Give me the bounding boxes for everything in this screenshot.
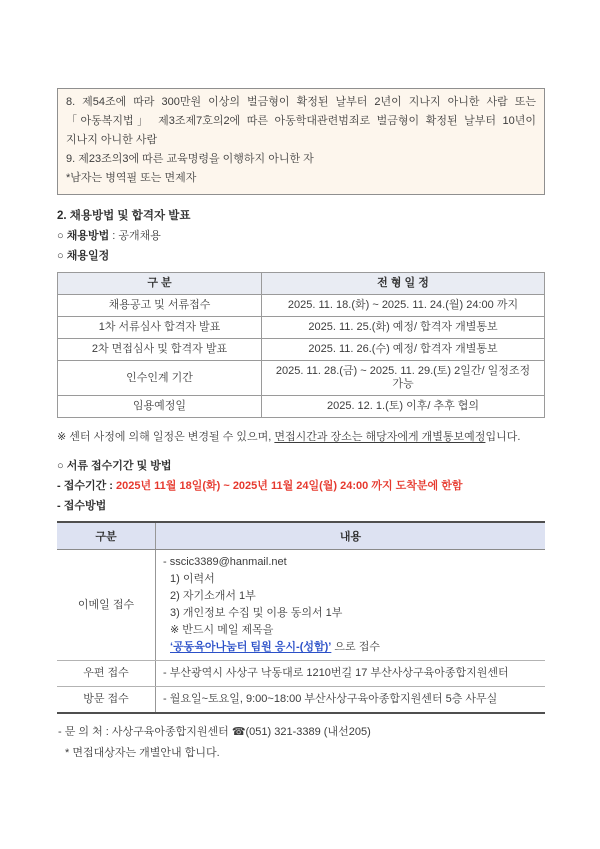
notice-line-8: 8. 제54조에 따라 300만원 이상의 벌금형이 확정된 날부터 2년이 지나지 아니한 사람 또는 「아동복지법」 제3조제7호의2에 따른 아동학대관련범죄로 벌금형이 확정된 날부터 10년이 지나지 아니한 사람 bbox=[66, 96, 536, 146]
apply-header-category: 구분 bbox=[57, 522, 156, 550]
notice-line-military: *남자는 병역필 또는 면제자 bbox=[66, 172, 197, 184]
recruit-method-label: ○ 채용방법 bbox=[57, 230, 110, 242]
disqualification-notice-box bbox=[57, 88, 545, 195]
schedule-value: 2025. 11. 25.(화) 예정/ 합격자 개별통보 bbox=[262, 317, 545, 339]
schedule-value: 2025. 11. 18.(화) ~ 2025. 11. 24.(월) 24:00 까지 bbox=[262, 295, 545, 317]
apply-period-value: 2025년 11월 18일(화) ~ 2025년 11월 24일(월) 24:00 까지 도착분에 한함 bbox=[116, 480, 463, 492]
note-underlined: 면접시간과 장소는 해당자에게 개별통보예정 bbox=[274, 431, 486, 443]
apply-method-label: - 접수방법 bbox=[57, 500, 107, 512]
apply-content-email bbox=[156, 550, 546, 661]
section-heading-recruit-method: 2. 채용방법 및 합격자 발표 bbox=[57, 210, 191, 222]
table-row bbox=[58, 361, 545, 396]
email-subject-note: ※ 반드시 메일 제목을 bbox=[170, 624, 274, 636]
recruit-method-value: : 공개채용 bbox=[109, 230, 161, 242]
schedule-category: 채용공고 및 서류접수 bbox=[58, 295, 262, 317]
note-prefix: ※ 센터 사정에 의해 일정은 변경될 수 있으며, bbox=[57, 431, 275, 443]
apply-category-post: 우편 접수 bbox=[57, 661, 156, 687]
apply-category-email: 이메일 접수 bbox=[57, 550, 156, 661]
apply-period-label: - 접수기간 : bbox=[57, 480, 116, 492]
schedule-header-dates: 전 형 일 정 bbox=[262, 273, 545, 295]
email-item-1: 1) 이력서 bbox=[170, 573, 215, 585]
schedule-header-category: 구 분 bbox=[58, 273, 262, 295]
apply-header-content: 내용 bbox=[156, 522, 546, 550]
email-subject-highlight: ‘공동육아나눔터 팀원 응시-(성함)’ bbox=[170, 641, 332, 653]
table-row-visit bbox=[57, 687, 545, 714]
schedule-value: 2025. 11. 28.(금) ~ 2025. 11. 29.(토) 2일간/ 일정조정 가능 bbox=[262, 361, 545, 396]
interview-guidance-note: * 면접대상자는 개별안내 합니다. bbox=[65, 747, 220, 759]
apply-category-visit: 방문 접수 bbox=[57, 687, 156, 714]
email-subject-suffix: 으로 접수 bbox=[331, 641, 380, 653]
schedule-value: 2025. 11. 26.(수) 예정/ 합격자 개별통보 bbox=[262, 339, 545, 361]
apply-period-line bbox=[57, 480, 545, 493]
apply-section-heading: ○ 서류 접수기간 및 방법 bbox=[57, 460, 172, 472]
table-row-email bbox=[57, 550, 545, 661]
table-row bbox=[58, 317, 545, 339]
note-suffix: 입니다. bbox=[485, 431, 521, 443]
email-item-3: 3) 개인정보 수집 및 이용 동의서 1부 bbox=[170, 607, 343, 619]
apply-method-table bbox=[57, 521, 545, 714]
spacer bbox=[57, 444, 545, 453]
schedule-table bbox=[57, 272, 545, 418]
table-row bbox=[58, 396, 545, 418]
apply-content-post: - 부산광역시 사상구 낙동대로 1210번길 17 부산사상구육아종합지원센터 bbox=[156, 661, 546, 687]
table-row bbox=[58, 339, 545, 361]
table-row-post bbox=[57, 661, 545, 687]
schedule-category: 1차 서류심사 합격자 발표 bbox=[58, 317, 262, 339]
email-subject-line bbox=[163, 639, 538, 656]
recruit-method-line bbox=[57, 230, 545, 243]
contact-info: - 문 의 처 : 사상구육아종합지원센터 ☎(051) 321-3389 (내선205) bbox=[58, 726, 371, 738]
schedule-category: 임용예정일 bbox=[58, 396, 262, 418]
email-item-2: 2) 자기소개서 1부 bbox=[170, 590, 256, 602]
email-address: - sscic3389@hanmail.net bbox=[163, 556, 287, 568]
schedule-category: 인수인계 기간 bbox=[58, 361, 262, 396]
apply-table-header-row bbox=[57, 522, 545, 550]
schedule-category: 2차 면접심사 및 합격자 발표 bbox=[58, 339, 262, 361]
table-row bbox=[58, 295, 545, 317]
apply-content-visit: - 월요일~토요일, 9:00~18:00 부산사상구육아종합지원센터 5층 사무실 bbox=[163, 693, 498, 705]
schedule-change-note bbox=[57, 428, 545, 444]
notice-line-9: 9. 제23조의3에 따른 교육명령을 이행하지 아니한 자 bbox=[66, 153, 314, 165]
recruit-schedule-label: ○ 채용일정 bbox=[57, 250, 110, 262]
schedule-value: 2025. 12. 1.(토) 이후/ 추후 협의 bbox=[262, 396, 545, 418]
schedule-table-header-row bbox=[58, 273, 545, 295]
